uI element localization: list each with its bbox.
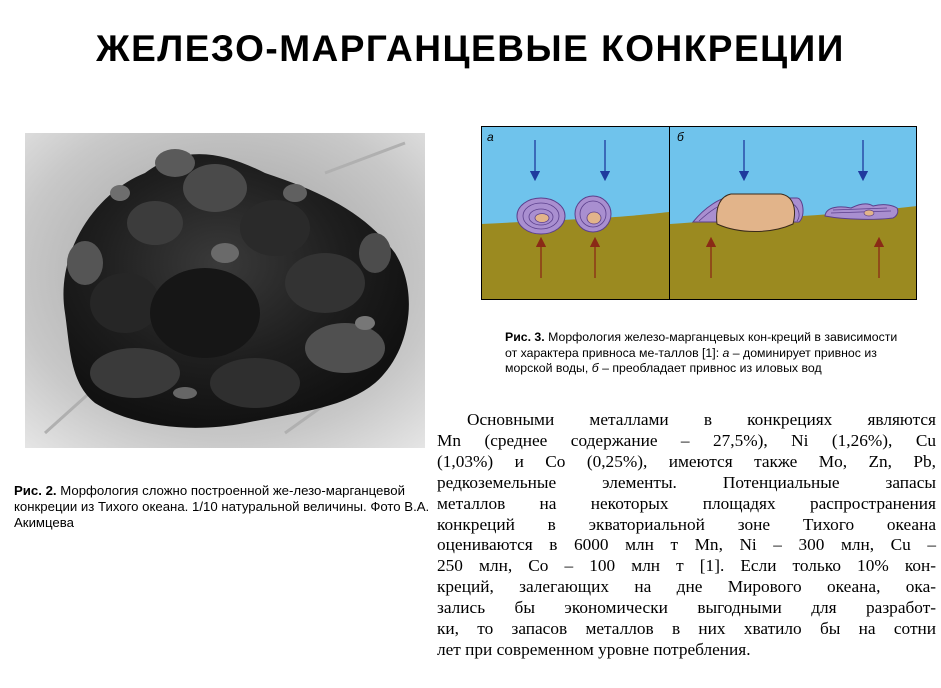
nodule-morphology-diagram [481, 126, 917, 300]
body-line: креций, залегающих на дне Мирового океана, ока- [437, 577, 936, 597]
page-title: ЖЕЛЕЗО-МАРГАНЦЕВЫЕ КОНКРЕЦИИ [96, 28, 845, 69]
figure3-caption-part1: Морфология железо-марганцевых кон-креций в зависимости от характера привноса ме-таллов [1]: [505, 330, 898, 360]
figure3-caption [505, 330, 905, 377]
body-line: редкоземельные элементы. Потенциальные запасы [437, 472, 936, 492]
figure2-caption-text: Морфология сложно построенной же-лезо-марганцевой конкреции из Тихого океана. 1/10 натуральной величины. Фото В.А. Акимцева [14, 483, 430, 530]
body-line: лет при современном уровне потребления. [437, 639, 751, 659]
panel-a [481, 126, 669, 300]
body-line: оцениваются в 6000 млн т Mn, Ni – 300 млн, Cu – [437, 535, 936, 555]
body-line: Основными металлами в конкрециях являются [467, 410, 936, 429]
figure3-caption-b: б [591, 361, 599, 375]
figure3-caption-a: а [722, 345, 730, 360]
body-line: металлов на некоторых площадях распространения [437, 493, 936, 513]
figure2-caption-label: Рис. 2. [14, 483, 57, 498]
body-paragraph [437, 410, 936, 661]
figure3-caption-part3: – преобладает привнос из иловых вод [598, 361, 822, 375]
nodule-photo [25, 133, 425, 448]
body-line: 250 млн, Co – 100 млн т [1]. Если только 10% кон- [437, 556, 936, 576]
figure3-caption-label: Рис. 3. [505, 330, 545, 344]
body-line: ки, то запасов металлов в них хватило бы на сотни [437, 619, 936, 639]
figure3-caption-part2: – доминирует привнос из морской воды, [505, 345, 877, 375]
panel-b-label: б [677, 130, 684, 144]
panel-b [670, 126, 917, 300]
panel-a-label: а [487, 130, 494, 144]
body-line: Mn (среднее содержание – 27,5%), Ni (1,26%), Cu [437, 430, 936, 450]
body-line: (1,03%) и Co (0,25%), имеются также Mo, Zn, Pb, [437, 451, 936, 471]
figure2-caption [14, 483, 439, 531]
body-line: конкреций в экваториальной зоне Тихого океана [437, 514, 936, 534]
body-line: зались бы экономически выгодными для разработ- [437, 598, 936, 618]
